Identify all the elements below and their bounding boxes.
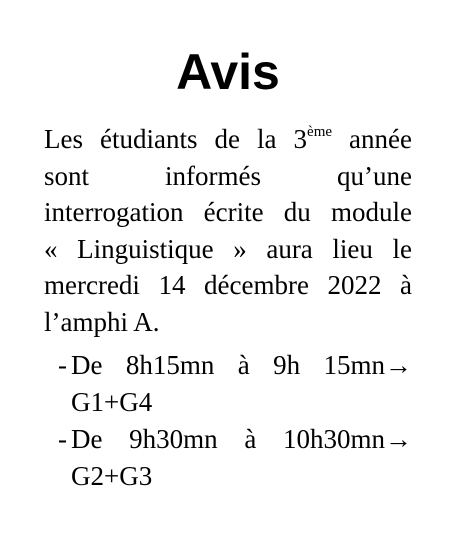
body-line-1: [44, 121, 412, 158]
schedule-time-1: De 8h15mn à 9h 15mn→: [71, 350, 412, 380]
body-line-4: « Linguistique » aura lieu le: [44, 233, 412, 264]
body-line-1-start: Les étudiants de la 3: [44, 124, 308, 154]
body-line-6: l’amphi A.: [44, 306, 160, 337]
notice-title: Avis: [176, 44, 280, 100]
body-line-5: mercredi 14 décembre 2022 à: [44, 270, 412, 300]
schedule-groups-2: G2+G3: [71, 460, 153, 491]
body-line-3: interrogation écrite du module: [44, 197, 412, 227]
list-dash: -: [58, 424, 67, 454]
notice-body: [44, 121, 412, 340]
ordinal-superscript: ème: [307, 124, 333, 140]
schedule-time-2: De 9h30mn à 10h30mn→: [71, 424, 412, 454]
body-line-2: sont informés qu’une: [44, 160, 412, 191]
list-dash: -: [58, 350, 67, 380]
body-line-1-end: année: [332, 124, 413, 154]
schedule-groups-1: G1+G4: [71, 386, 153, 417]
